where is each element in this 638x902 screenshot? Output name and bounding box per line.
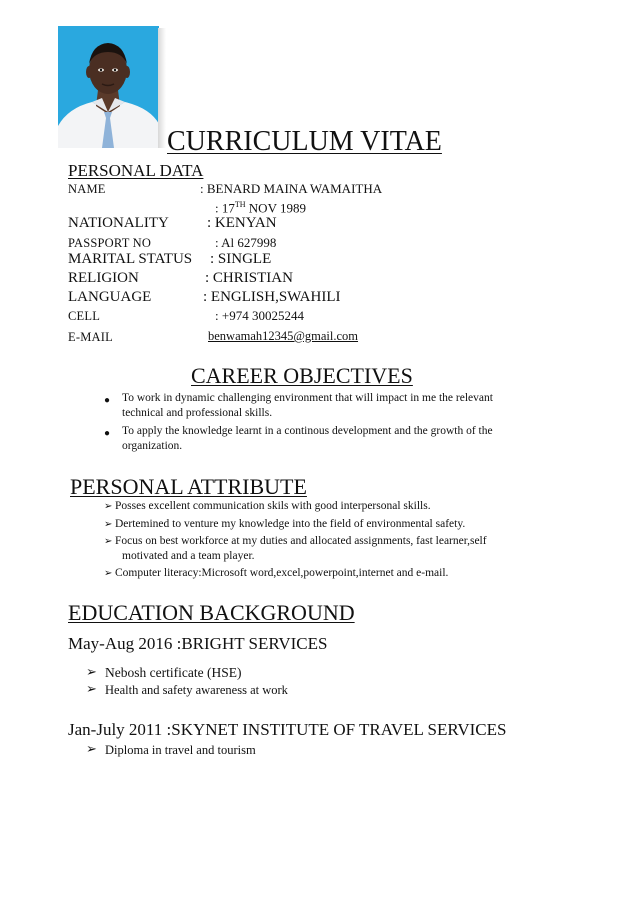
education-entry-1-item-2: Health and safety awareness at work: [105, 683, 288, 697]
cell-value: : +974 30025244: [215, 308, 304, 323]
attribute-item-1: Posses excellent communication skils with good interpersonal skills.: [115, 500, 431, 512]
passport-label: PASSPORT NO: [68, 236, 152, 250]
attribute-item-4: Computer literacy:Microsoft word,excel,powerpoint,internet and e-mail.: [115, 567, 449, 579]
career-objectives-heading: CAREER OBJECTIVES: [191, 363, 413, 388]
arrow-bullet-icon: ➢: [104, 568, 113, 579]
career-item-1-line-2: technical and professional skills.: [122, 407, 273, 419]
name-value: : BENARD MAINA WAMAITHA: [200, 181, 383, 196]
arrow-bullet-icon: ➢: [86, 681, 97, 696]
attribute-item-3-line-2: motivated and a team player.: [122, 550, 255, 562]
arrow-bullet-icon: ➢: [86, 664, 97, 679]
marital-status-value: : SINGLE: [210, 251, 272, 267]
career-item-1-line-1: To work in dynamic challenging environment that will impact in me the relevant: [122, 392, 493, 404]
photo-shadow: [158, 28, 166, 148]
language-value: : ENGLISH,SWAHILI: [203, 289, 341, 305]
marital-status-label: MARITAL STATUS: [68, 251, 193, 267]
round-bullet-icon: ●: [104, 428, 111, 439]
nationality-value: : KENYAN: [207, 215, 277, 231]
dob-value: [215, 200, 306, 216]
dob-suffix-sup: TH: [234, 200, 246, 209]
arrow-bullet-icon: ➢: [104, 501, 113, 512]
education-entry-1-item-1: Nebosh certificate (HSE): [105, 665, 242, 680]
passport-value: : Al 627998: [215, 235, 277, 250]
education-entry-2-heading: Jan-July 2011 :SKYNET INSTITUTE OF TRAVEL SERVICES: [68, 720, 507, 739]
education-heading: EDUCATION BACKGROUND: [68, 600, 355, 625]
round-bullet-icon: ●: [104, 395, 111, 406]
dob-day: : 17: [215, 200, 235, 216]
person-portrait-icon: [58, 26, 159, 148]
personal-data-heading: PERSONAL DATA: [68, 161, 204, 180]
page-title: CURRICULUM VITAE: [167, 126, 442, 157]
attribute-item-2: Dertemined to venture my knowledge into the field of environmental safety.: [115, 518, 466, 530]
arrow-bullet-icon: ➢: [104, 519, 113, 530]
dob-month-year: NOV 1989: [245, 200, 306, 216]
attribute-item-3-line-1: Focus on best workforce at my duties and allocated assignments, fast learner,self: [115, 535, 487, 547]
language-label: LANGUAGE: [68, 289, 152, 305]
personal-attribute-heading: PERSONAL ATTRIBUTE: [70, 474, 307, 499]
email-link[interactable]: benwamah12345@gmail.com: [208, 329, 359, 343]
education-entry-1-heading: May-Aug 2016 :BRIGHT SERVICES: [68, 634, 328, 653]
arrow-bullet-icon: ➢: [86, 741, 97, 756]
religion-value: : CHRISTIAN: [205, 270, 293, 286]
email-label: E-MAIL: [68, 330, 113, 344]
education-entry-2-item-1: Diploma in travel and tourism: [105, 743, 256, 757]
profile-photo: [58, 26, 159, 148]
nationality-label: NATIONALITY: [68, 215, 169, 231]
career-item-2-line-1: To apply the knowledge learnt in a continous development and the growth of the: [122, 425, 493, 437]
religion-label: RELIGION: [68, 270, 139, 286]
arrow-bullet-icon: ➢: [104, 536, 113, 547]
career-item-2-line-2: organization.: [122, 440, 183, 452]
name-label: NAME: [68, 182, 106, 196]
cell-label: CELL: [68, 309, 101, 323]
